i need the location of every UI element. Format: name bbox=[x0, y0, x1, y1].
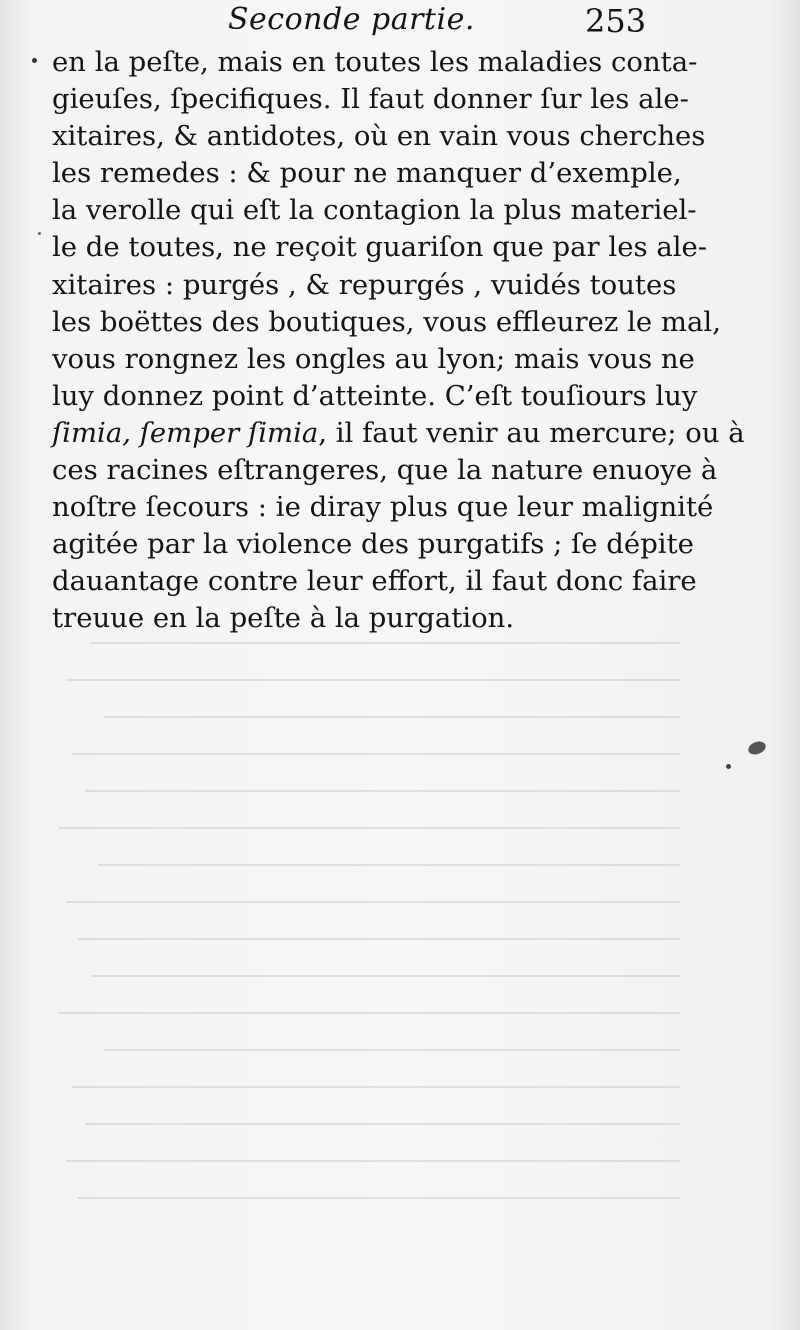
text-line: dauantage contre leur effort, il faut donc faire bbox=[52, 565, 697, 598]
text-line: le de toutes, ne reçoit guariſon que par les ale- bbox=[52, 231, 708, 264]
text-line: treuue en la peſte à la purgation. bbox=[52, 602, 515, 635]
text-line: la verolle qui eſt la contagion la plus materiel- bbox=[52, 194, 697, 227]
text-line: en la peſte, mais en toutes les maladies conta- bbox=[52, 46, 698, 78]
text-line: luy donnez point d’atteinte. C’eſt touſiours luy bbox=[52, 379, 698, 412]
body-text bbox=[52, 44, 745, 638]
text-line: les remedes : & pour ne manquer d’exemple, bbox=[52, 157, 682, 190]
latin-phrase: ſimia, ſemper ſimia bbox=[52, 416, 319, 449]
running-head: Seconde partie. bbox=[228, 2, 475, 37]
ink-speck bbox=[726, 764, 731, 769]
text-line: les boëttes des boutiques, vous effleurez le mal, bbox=[52, 305, 721, 338]
page-number: 253 bbox=[585, 2, 647, 40]
show-through-texture bbox=[40, 605, 680, 1265]
text-line: gieuſes, ſpecifiques. Il faut donner ſur les ale- bbox=[52, 83, 689, 116]
text-line: vous rongnez les ongles au lyon; mais vous ne bbox=[52, 342, 695, 375]
text-line bbox=[52, 415, 745, 452]
text-line: ces racines eſtrangeres, que la nature enuoye à bbox=[52, 454, 718, 487]
text-line: noſtre ſecours : ie diray plus que leur malignité bbox=[52, 491, 714, 524]
text-line: agitée par la violence des purgatifs ; ſe dépite bbox=[52, 528, 694, 561]
ink-speck bbox=[746, 739, 767, 756]
text-line-rest: , il faut venir au mercure; ou à bbox=[318, 416, 745, 449]
text-line: xitaires : purgés , & repurgés , vuidés toutes bbox=[52, 268, 677, 301]
ink-mark bbox=[32, 58, 37, 63]
text-line: xitaires, & antidotes, où en vain vous cherches bbox=[52, 120, 706, 153]
ink-speck bbox=[38, 232, 41, 235]
page-header bbox=[0, 0, 800, 40]
